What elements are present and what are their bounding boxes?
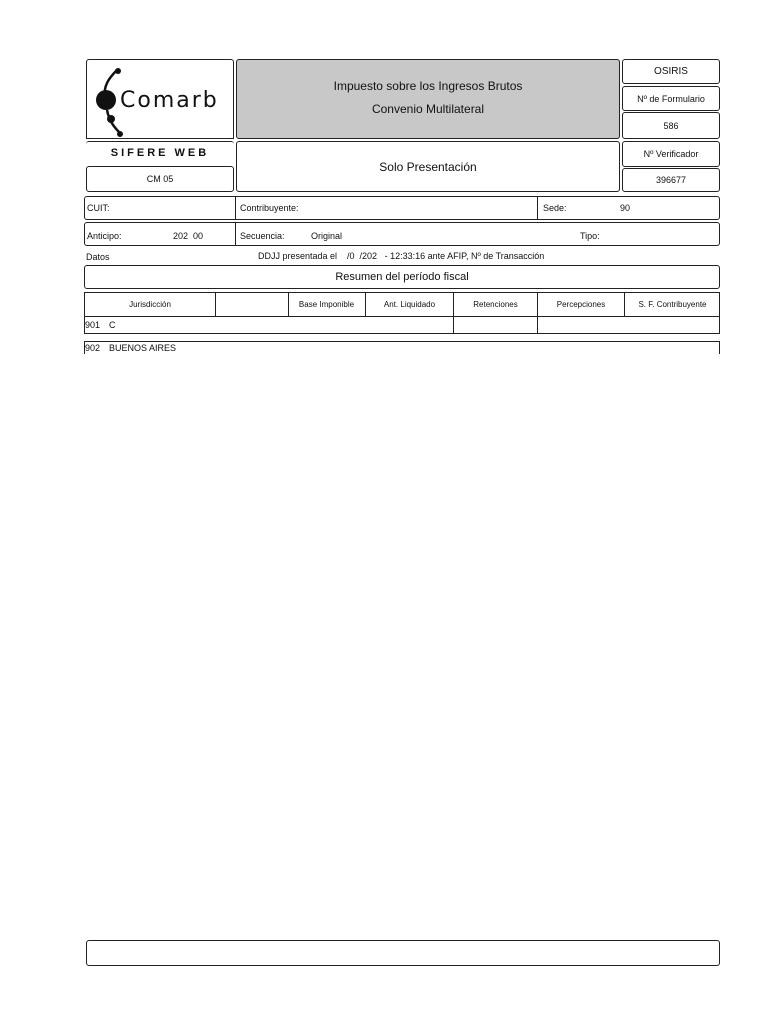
form-number: 586 xyxy=(663,120,679,131)
col-retenciones: Retenciones xyxy=(473,300,518,309)
anticipo-row xyxy=(84,222,720,246)
subtitle-box xyxy=(236,141,620,192)
title-line-2: Convenio Multilateral xyxy=(371,101,485,116)
col-percepciones: Percepciones xyxy=(556,300,606,309)
summary-header-row xyxy=(84,292,720,317)
subtitle: Solo Presentación xyxy=(379,159,477,174)
table-row xyxy=(84,317,720,334)
cuit-label: CUIT: xyxy=(87,203,110,213)
presentation-line: DDJJ presentada el /0 /202 - 12:33:16 ante AFIP, Nº de Transacción xyxy=(258,251,545,261)
verifier-label: Nº Verificador xyxy=(643,149,699,159)
form-code-box xyxy=(86,166,234,192)
row-code: 902 xyxy=(85,343,101,353)
verifier-label-box xyxy=(622,141,720,167)
table-row xyxy=(84,341,720,354)
datos-label: Datos xyxy=(86,252,110,262)
col-ant-liquidado: Ant. Liquidado xyxy=(383,300,436,309)
summary-title-box xyxy=(84,265,720,289)
footer-box xyxy=(86,940,720,966)
sede-label: Sede: xyxy=(543,203,567,213)
tipo-label: Tipo: xyxy=(580,231,600,241)
col-jurisdiccion: Jurisdicción xyxy=(129,300,171,309)
col-sf-contribuyente: S. F. Contribuyente xyxy=(638,300,707,309)
secuencia-value: Original xyxy=(311,231,343,241)
verifier-number: 396677 xyxy=(655,175,687,185)
form-number-label-box xyxy=(622,86,720,111)
form-number-label: Nº de Formulario xyxy=(637,93,705,104)
system-box xyxy=(622,59,720,84)
row-name: BUENOS AIRES xyxy=(109,343,177,353)
row-code: 901 xyxy=(85,320,101,330)
product-name xyxy=(86,141,234,163)
anticipo-value: 202 00 xyxy=(173,231,204,241)
col-base-imponible: Base Imponible xyxy=(298,300,355,309)
row-name: C xyxy=(109,320,116,330)
product-name-text: SIFERE WEB xyxy=(110,146,210,159)
form-number-box xyxy=(622,112,720,139)
system-name: OSIRIS xyxy=(654,66,688,77)
title-box xyxy=(236,59,620,139)
cuit-row xyxy=(84,196,720,220)
anticipo-label: Anticipo: xyxy=(87,231,122,241)
col-blank xyxy=(216,293,288,316)
contributor-label: Contribuyente: xyxy=(240,203,299,213)
logo-box xyxy=(86,59,234,139)
logo-wordmark: Comarb xyxy=(120,88,219,113)
verifier-box xyxy=(622,168,720,192)
form-code: CM 05 xyxy=(146,174,174,184)
title-line-1: Impuesto sobre los Ingresos Brutos xyxy=(333,78,523,93)
summary-title: Resumen del período fiscal xyxy=(335,271,469,283)
sede-value: 90 xyxy=(620,203,631,213)
secuencia-label: Secuencia: xyxy=(240,231,285,241)
